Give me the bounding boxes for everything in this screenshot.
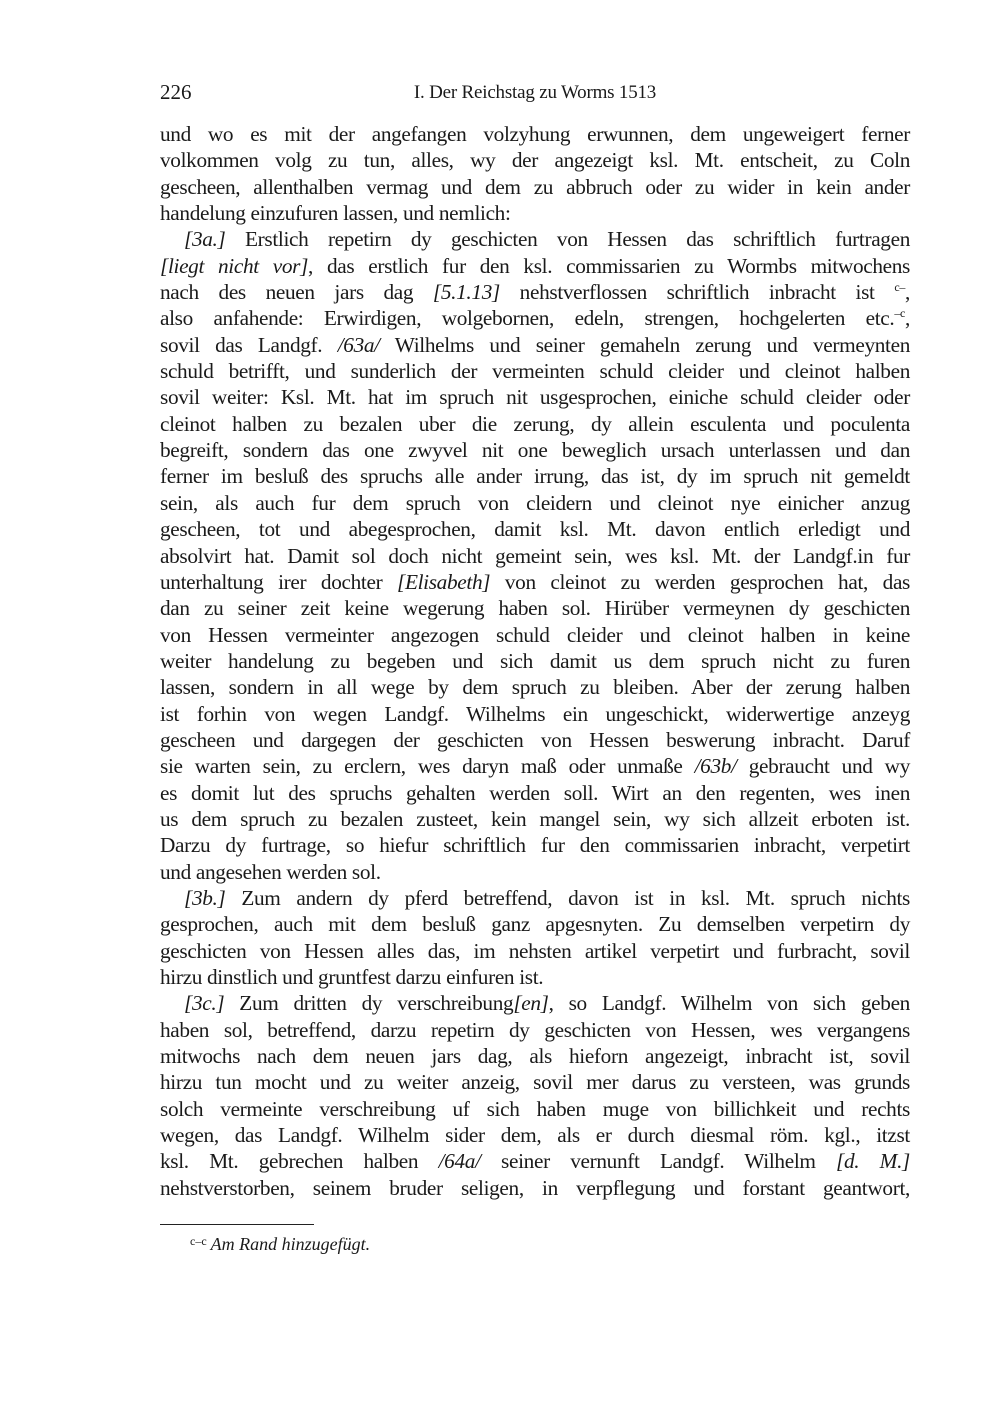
section-label: [3a.] xyxy=(184,227,226,252)
text-line: es domit lut des spruchs gehalten werden soll. Wirt an den regenten, wes inen xyxy=(160,780,910,805)
footnote-divider xyxy=(160,1224,314,1225)
folio-marker: /63a/ xyxy=(337,332,380,357)
text-line: Darzu dy furtrage, so hiefur schriftlich fur den commissarien inbracht, verpetirt xyxy=(160,833,910,858)
text-line: gescheen und dargegen der geschicten von Hessen beswerung inbracht. Daruf xyxy=(160,727,910,752)
footnote xyxy=(190,1229,370,1256)
editorial-date: [5.1.13] xyxy=(432,280,500,305)
text-line: wegen, das Landgf. Wilhelm sider dem, als er durch diesmal röm. kgl., itzst xyxy=(160,1123,910,1148)
body-text xyxy=(160,121,910,1201)
text-line: unterhaltung irer dochter [Elisabeth] von cleinot zu werden gesprochen hat, das xyxy=(160,569,910,594)
editorial-note: [en] xyxy=(513,991,549,1016)
text-line: hirzu tun mocht und zu weiter anzeig, sovil mer darus zu versteen, was grunds xyxy=(160,1070,910,1095)
text-line: ist forhin von wegen Landgf. Wilhelms ein ungeschickt, widerwertige anzeyg xyxy=(160,701,910,726)
text-line: us dem spruch zu bezalen zusteet, kein mangel sein, wy sich allzeit erboten ist. xyxy=(160,806,910,831)
text-line: [3a.] Erstlich repetirn dy geschicten von Hessen das schriftlich furtragen xyxy=(184,227,910,252)
text-line: hirzu dinstlich und gruntfest darzu einfuren ist. xyxy=(160,965,544,989)
running-title: I. Der Reichstag zu Worms 1513 xyxy=(413,82,657,103)
text-line: ksl. Mt. gebrechen halben /64a/ seiner vernunft Landgf. Wilhelm [d. M.] xyxy=(160,1149,910,1174)
text-line: begreift, sondern das one zwyvel nit one beweglich ursach unterlassen und dan xyxy=(160,438,910,463)
paragraph-3a xyxy=(160,226,910,885)
text-line: ferner im besluß des spruchs alle ander irrung, das ist, dy im spruch nit gemeldt xyxy=(160,464,910,489)
text-line: und wo es mit der angefangen volzyhung erwunnen, dem ungeweigert ferner xyxy=(160,122,910,146)
folio-marker: /63b/ xyxy=(694,754,737,779)
text-line: [3b.] Zum andern dy pferd betreffend, davon ist in ksl. Mt. spruch nichts xyxy=(184,885,910,910)
text-line: gescheen, allenthalben vermag und dem zu abbruch oder zu wider in kein ander xyxy=(160,174,910,199)
text-line: lassen, sondern in all wege by dem spruch zu bleiben. Aber der zerung halben xyxy=(160,675,910,700)
editorial-note: [d. M.] xyxy=(836,1149,910,1174)
text-line: gesprochen, auch mit dem besluß ganz apgesnyten. Zu demselben verpetirn dy xyxy=(160,912,910,937)
text-line: solch vermeinte verschreibung uf sich haben muge von billichkeit und rechts xyxy=(160,1096,910,1121)
folio-marker: /64a/ xyxy=(438,1149,481,1174)
text-line: volkommen volg zu tun, alles, wy der angezeigt ksl. Mt. entscheit, zu Coln xyxy=(160,148,910,173)
text-line: cleinot halben zu bezalen uber die zerung, dy allein esculenta und poculenta xyxy=(160,411,910,436)
footnote-text: Am Rand hinzugefügt. xyxy=(210,1234,371,1254)
paragraph-3c xyxy=(160,990,910,1201)
text-line: sovil das Landgf. /63a/ Wilhelms und seiner gemaheln zerung und vermeynten xyxy=(160,332,911,357)
page-number: 226 xyxy=(160,80,192,104)
section-label: [3b.] xyxy=(184,885,226,910)
text-line: [liegt nicht vor], das erstlich fur den ksl. commissarien zu Wormbs mitwochens xyxy=(160,253,910,278)
text-line: nehstverstorben, seinem bruder seligen, in verpflegung und forstant geantwort, xyxy=(160,1175,910,1200)
section-label: [3c.] xyxy=(184,991,225,1016)
text-line: weiter handelung zu begeben und sich damit us dem spruch nicht zu furen xyxy=(160,648,910,673)
text-line: nach des neuen jars dag [5.1.13] nehstverflossen schriftlich inbracht ist $^{c-}$, xyxy=(160,280,910,305)
running-head xyxy=(160,80,910,108)
text-line: sovil weiter: Ksl. Mt. hat im spruch nit usgesprochen, einiche schuld cleider oder xyxy=(160,385,910,410)
text-line: und angesehen werden sol. xyxy=(160,859,381,884)
paragraph-continuation xyxy=(160,121,910,226)
text-line: gescheen, tot und abegesprochen, damit ksl. Mt. davon entlich erledigt und xyxy=(160,517,910,542)
text-line: also anfahende: Erwirdigen, wolgebornen, edeln, strengen, hochgelerten etc.$^{-c}$, xyxy=(160,306,910,331)
footnote-mark-close: –c xyxy=(894,306,906,321)
footnote-mark-open: c– xyxy=(894,280,905,295)
text-line: handelung einzufuren lassen, und nemlich: xyxy=(160,201,511,226)
text-line: mitwochs nach dem neuen jars dag, als hieforn angezeigt, inbracht ist, sovil xyxy=(160,1044,910,1069)
text-line: absolvirt hat. Damit sol doch nicht gemeint sein, wes ksl. Mt. der Landgf.in fur xyxy=(160,543,910,568)
paragraph-3b xyxy=(160,885,910,990)
text-line: sie warten sein, zu erclern, wes daryn maß oder unmaße /63b/ gebraucht und wy xyxy=(160,754,910,779)
text-line: sein, als auch fur dem spruch von cleidern und cleinot nye einicher anzug xyxy=(160,490,910,515)
text-line: [3c.] Zum dritten dy verschreibung[en], so Landgf. Wilhelm von sich geben xyxy=(184,991,910,1016)
text-line: schuld betrifft, und sunderlich der vermeinten schuld cleider und cleinot halben xyxy=(160,359,910,384)
text-line: dan zu seiner zeit keine wegerung haben sol. Hirüber vermeynen dy geschicten xyxy=(160,596,910,621)
text-line: geschicten von Hessen alles das, im nehsten artikel verpetirt und furbracht, sovil xyxy=(160,938,910,963)
text-line: von Hessen vermeinter angezogen schuld cleider und cleinot halben in keine xyxy=(160,622,910,647)
text-line: haben sol, betreffend, darzu repetirn dy geschicten von Hessen, wes vergangens xyxy=(160,1017,910,1042)
editorial-name: [Elisabeth] xyxy=(397,569,491,594)
footnote-mark: c–c xyxy=(190,1234,207,1248)
editorial-note: [liegt nicht vor] xyxy=(160,253,309,278)
